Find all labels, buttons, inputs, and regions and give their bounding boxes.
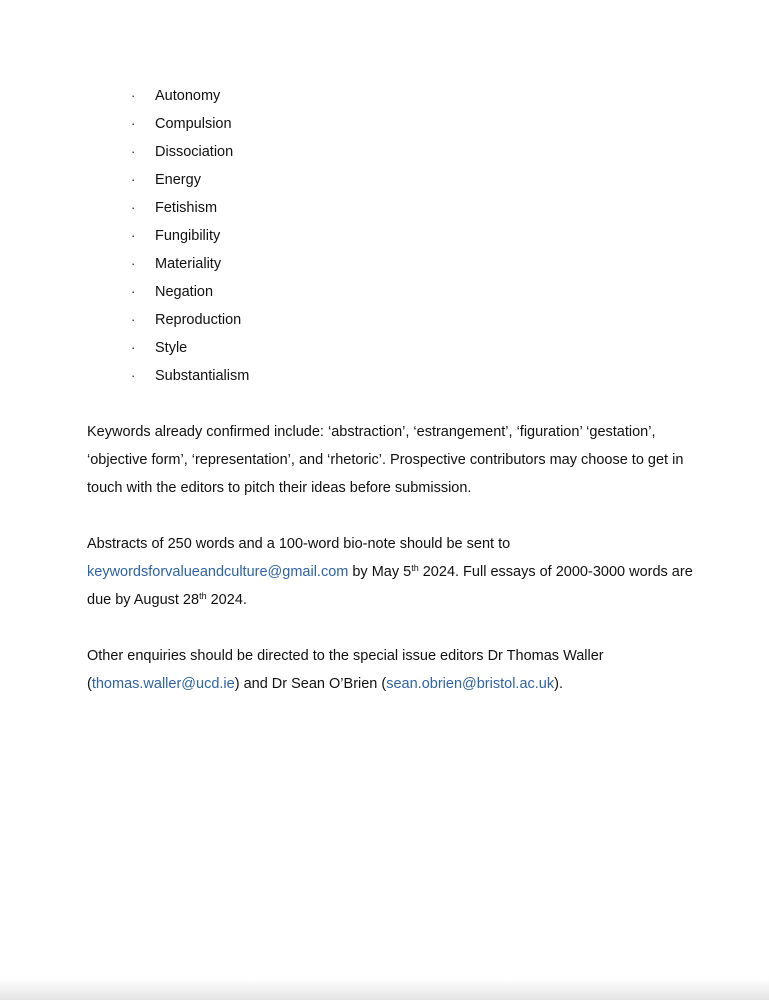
abstracts-paragraph [87, 530, 697, 614]
enquiries-line-1: Other enquiries should be directed to the special issue editors Dr Thomas Waller [87, 648, 604, 664]
bullet-icon: · [131, 88, 136, 103]
keyword-label: Autonomy [155, 88, 221, 104]
bullet-icon: · [131, 256, 136, 271]
enquiries-open-paren: ( [87, 676, 92, 692]
confirmed-line-1: Keywords already confirmed include: ‘abstraction’, ‘estrangement’, ‘figuration’ ‘gestation’, [87, 424, 656, 440]
keyword-label: Fungibility [155, 228, 221, 244]
keyword-label: Compulsion [155, 116, 232, 132]
keyword-label: Negation [155, 284, 214, 300]
bullet-icon: · [131, 312, 136, 327]
abstracts-superscript-2: th [199, 591, 207, 601]
bullet-icon: · [131, 284, 136, 299]
enquiries-line-2 [87, 670, 697, 698]
bullet-icon: · [131, 228, 136, 243]
essay-deadline-text: due by August 28 [87, 592, 200, 608]
bullet-icon: · [131, 116, 136, 131]
keyword-label: Materiality [155, 256, 222, 272]
abstracts-line-2 [87, 558, 697, 586]
enquiries-paragraph [87, 642, 697, 698]
abstracts-essay-text: 2024. Full essays of 2000-3000 words are [418, 564, 693, 580]
abstracts-superscript-1: th [411, 563, 419, 573]
bullet-icon: · [131, 340, 136, 355]
page-bottom-shadow [0, 978, 769, 1000]
keyword-label: Reproduction [155, 312, 242, 328]
submission-email-link[interactable]: keywordsforvalueandculture@gmail.com [87, 564, 349, 580]
essay-deadline-year: 2024. [206, 592, 247, 608]
keyword-label: Fetishism [155, 200, 218, 216]
bullet-icon: · [131, 368, 136, 383]
abstracts-deadline-text: by May 5 [348, 564, 412, 580]
abstracts-line-3 [87, 586, 697, 614]
bullet-icon: · [131, 200, 136, 215]
keyword-label: Style [155, 340, 188, 356]
confirmed-keywords-paragraph [87, 418, 697, 502]
enquiries-close-text: ). [554, 676, 563, 692]
keyword-label: Substantialism [155, 368, 250, 384]
sean-obrien-email-link[interactable]: sean.obrien@bristol.ac.uk [386, 676, 555, 692]
abstracts-line-1: Abstracts of 250 words and a 100-word bio-note should be sent to [87, 536, 511, 552]
bullet-icon: · [131, 144, 136, 159]
thomas-waller-email-link[interactable]: thomas.waller@ucd.ie [91, 676, 235, 692]
keyword-label: Energy [155, 172, 201, 188]
bullet-icon: · [131, 172, 136, 187]
keyword-label: Dissociation [155, 144, 234, 160]
enquiries-middle-text: ) and Dr Sean O’Brien ( [234, 676, 387, 692]
confirmed-line-2: ‘objective form’, ‘representation’, and ‘rhetoric’. Prospective contributors may choose to get in [87, 452, 684, 468]
confirmed-line-3: touch with the editors to pitch their ideas before submission. [87, 480, 472, 496]
